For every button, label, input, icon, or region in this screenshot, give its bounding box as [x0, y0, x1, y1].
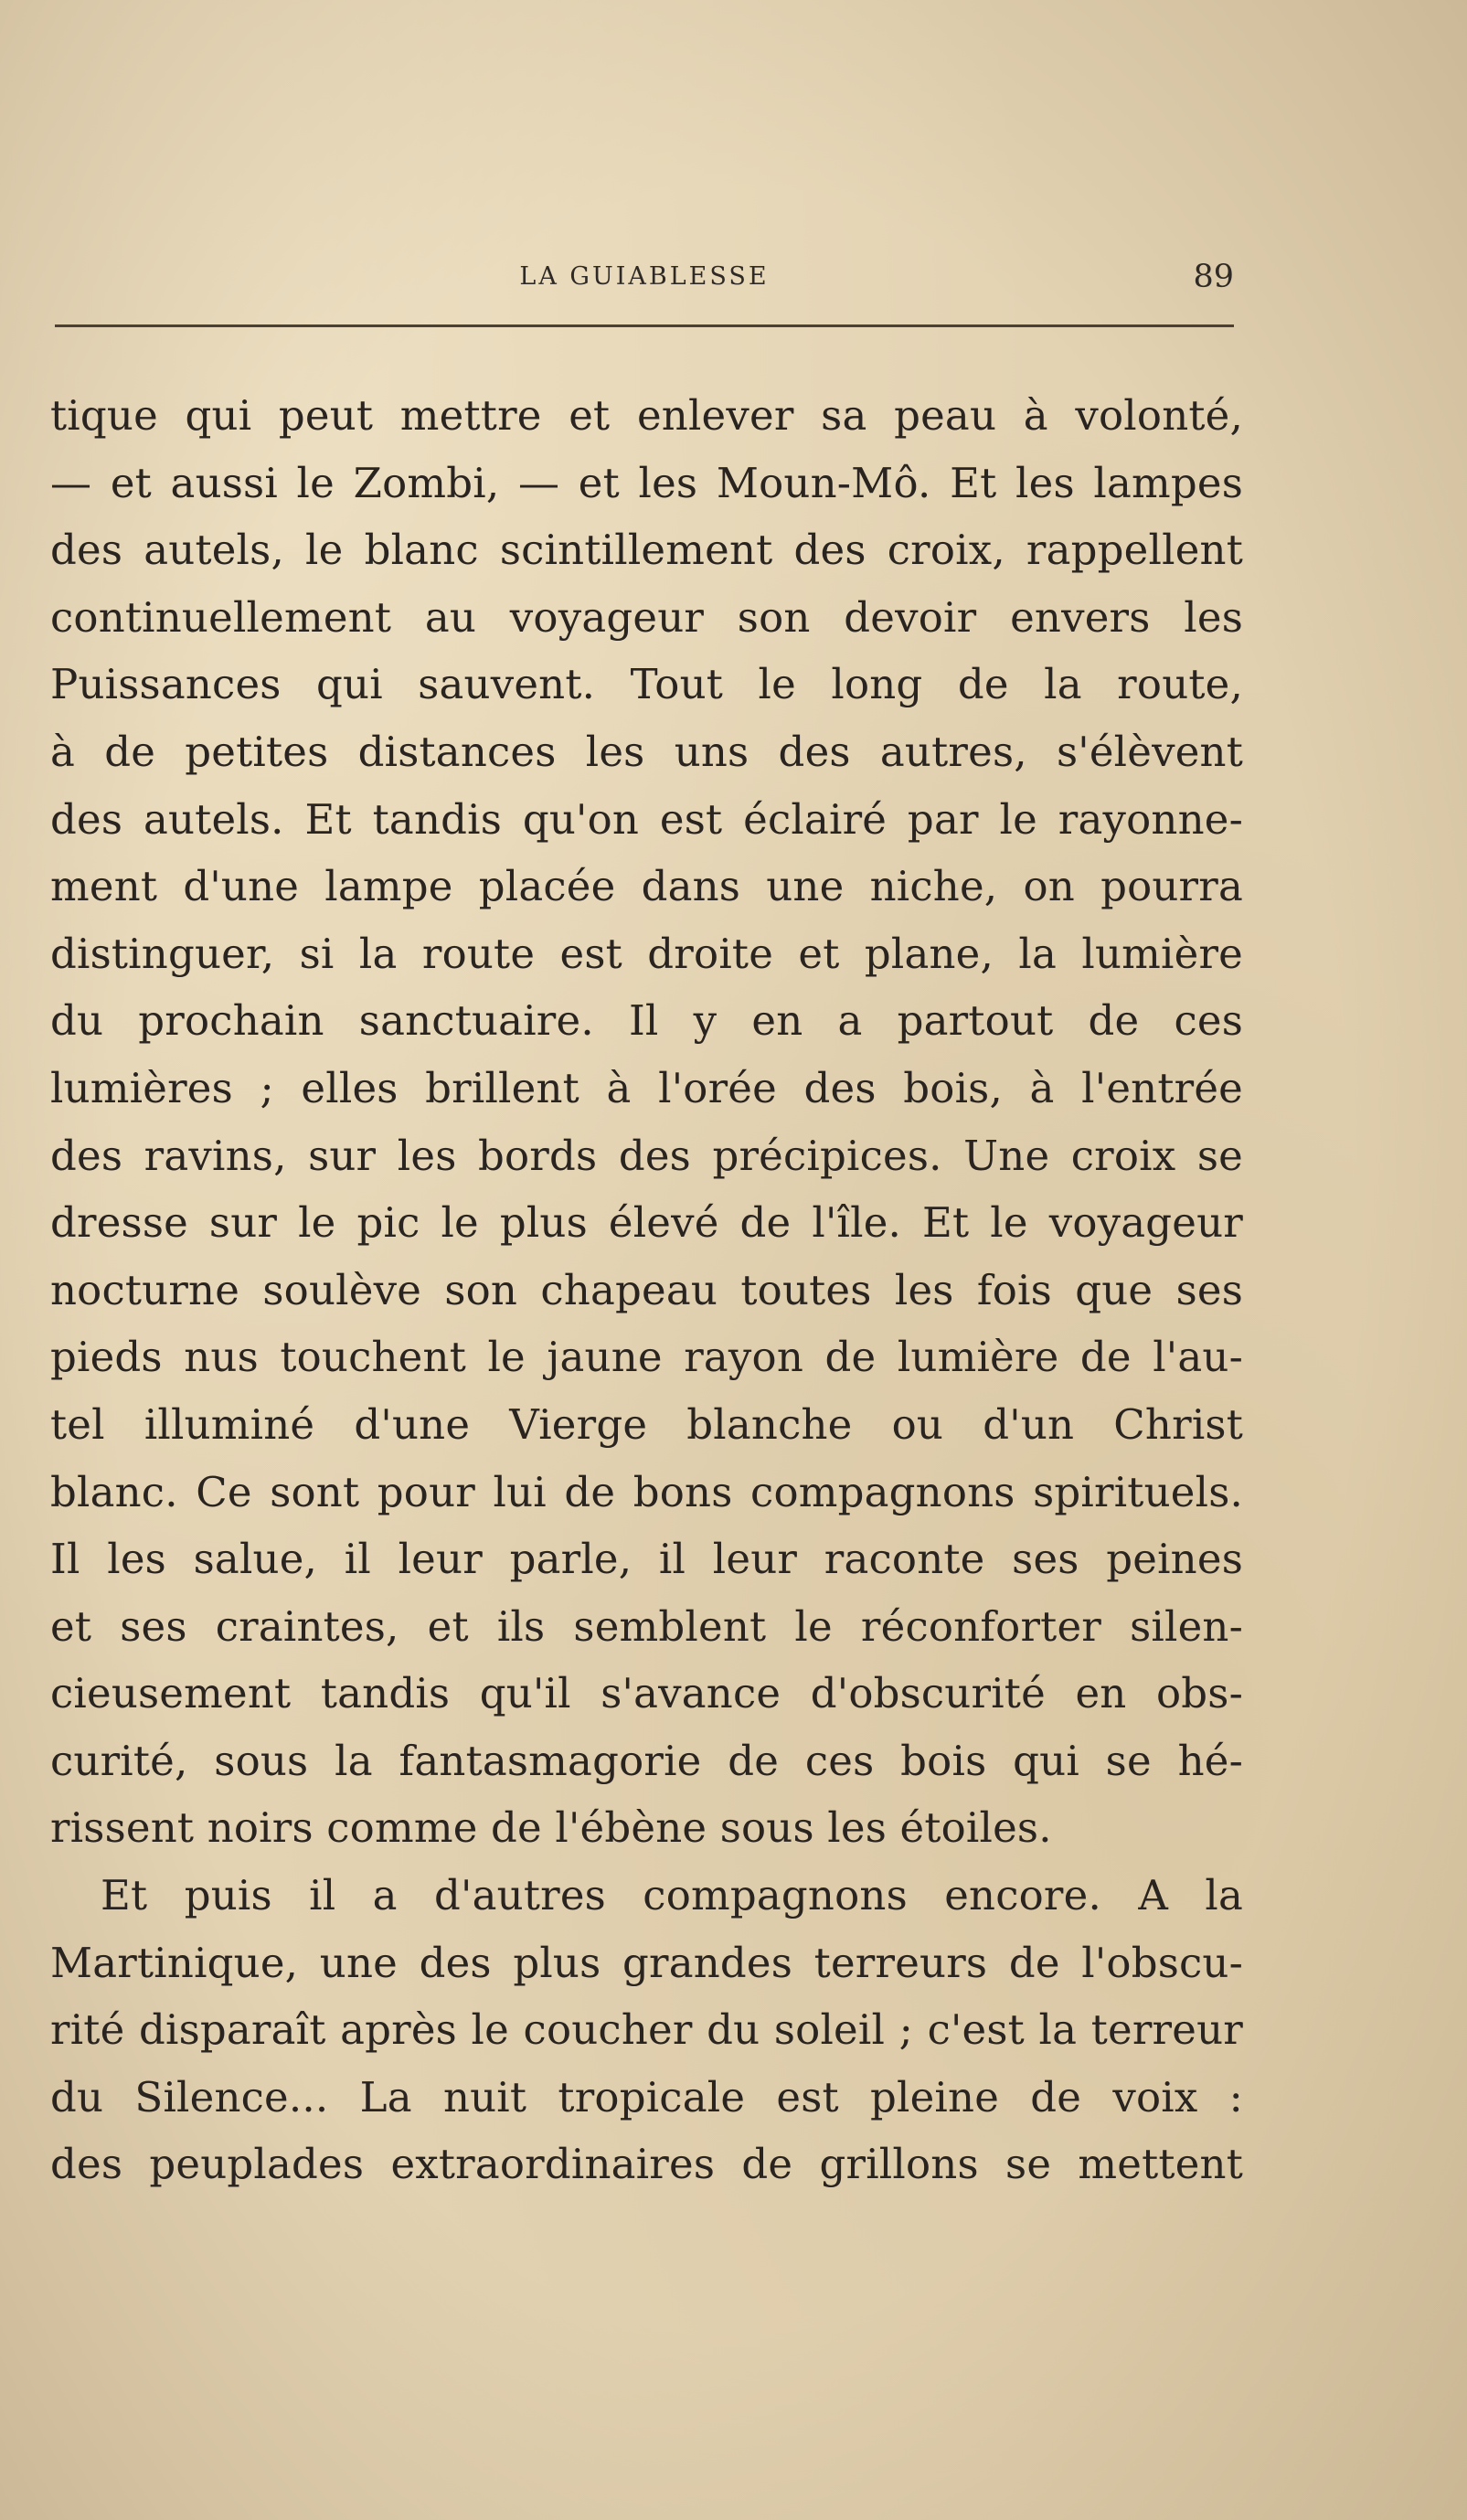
text-line: du Silence... La nuit tropicale est pleine de voix : — [50, 2072, 1243, 2121]
text-line: du prochain sanctuaire. Il y en a partout de ces — [50, 996, 1243, 1046]
text-line: Puissances qui sauvent. Tout le long de la route, — [50, 660, 1243, 709]
text-line: Il les salue, il leur parle, il leur raconte ses peines — [50, 1535, 1243, 1584]
running-head — [55, 259, 1234, 304]
page-number: 89 — [1193, 259, 1234, 295]
text-line: tique qui peut mettre et enlever sa peau à volonté, — [50, 391, 1243, 440]
text-line: Et puis il a d'autres compagnons encore. A la — [101, 1871, 1243, 1920]
text-line: nocturne soulève son chapeau toutes les fois que ses — [50, 1265, 1243, 1314]
text-line: dresse sur le pic le plus élevé de l'île. Et le voyageur — [50, 1198, 1243, 1248]
text-line: et ses craintes, et ils semblent le réconforter silen- — [50, 1601, 1243, 1651]
text-line: des ravins, sur les bords des précipices. Une croix se — [50, 1131, 1243, 1180]
text-line: lumières ; elles brillent à l'orée des bois, à l'entrée — [50, 1063, 1243, 1112]
text-line: curité, sous la fantasmagorie de ces bois qui se hé- — [50, 1736, 1243, 1785]
text-line: ment d'une lampe placée dans une niche, on pourra — [50, 862, 1243, 911]
text-line: rissent noirs comme de l'ébène sous les étoiles. — [50, 1803, 1052, 1853]
text-line: blanc. Ce sont pour lui de bons compagnons spirituels. — [50, 1467, 1243, 1516]
text-line: à de petites distances les uns des autres, s'élèvent — [50, 727, 1243, 776]
text-line: — et aussi le Zombi, — et les Moun-Mô. Et les lampes — [50, 458, 1243, 507]
header-rule — [55, 324, 1234, 327]
text-line: pieds nus touchent le jaune rayon de lumière de l'au- — [50, 1333, 1243, 1382]
running-title: LA GUIABLESSE — [519, 262, 770, 291]
text-line: cieusement tandis qu'il s'avance d'obscurité en obs- — [50, 1669, 1243, 1718]
text-line: des autels, le blanc scintillement des croix, rappellent — [50, 526, 1243, 575]
text-line: Martinique, une des plus grandes terreurs de l'obscu- — [50, 1938, 1243, 1987]
text-line: rité disparaît après le coucher du soleil ; c'est la terreur — [50, 2005, 1243, 2055]
text-line: tel illuminé d'une Vierge blanche ou d'un Christ — [50, 1399, 1243, 1449]
text-line: continuellement au voyageur son devoir envers les — [50, 592, 1243, 642]
text-line: des autels. Et tandis qu'on est éclairé par le rayonne- — [50, 794, 1243, 844]
text-line: distinguer, si la route est droite et plane, la lumière — [50, 929, 1243, 978]
body-text — [50, 382, 1243, 2198]
text-line: des peuplades extraordinaires de grillons se mettent — [50, 2140, 1243, 2189]
